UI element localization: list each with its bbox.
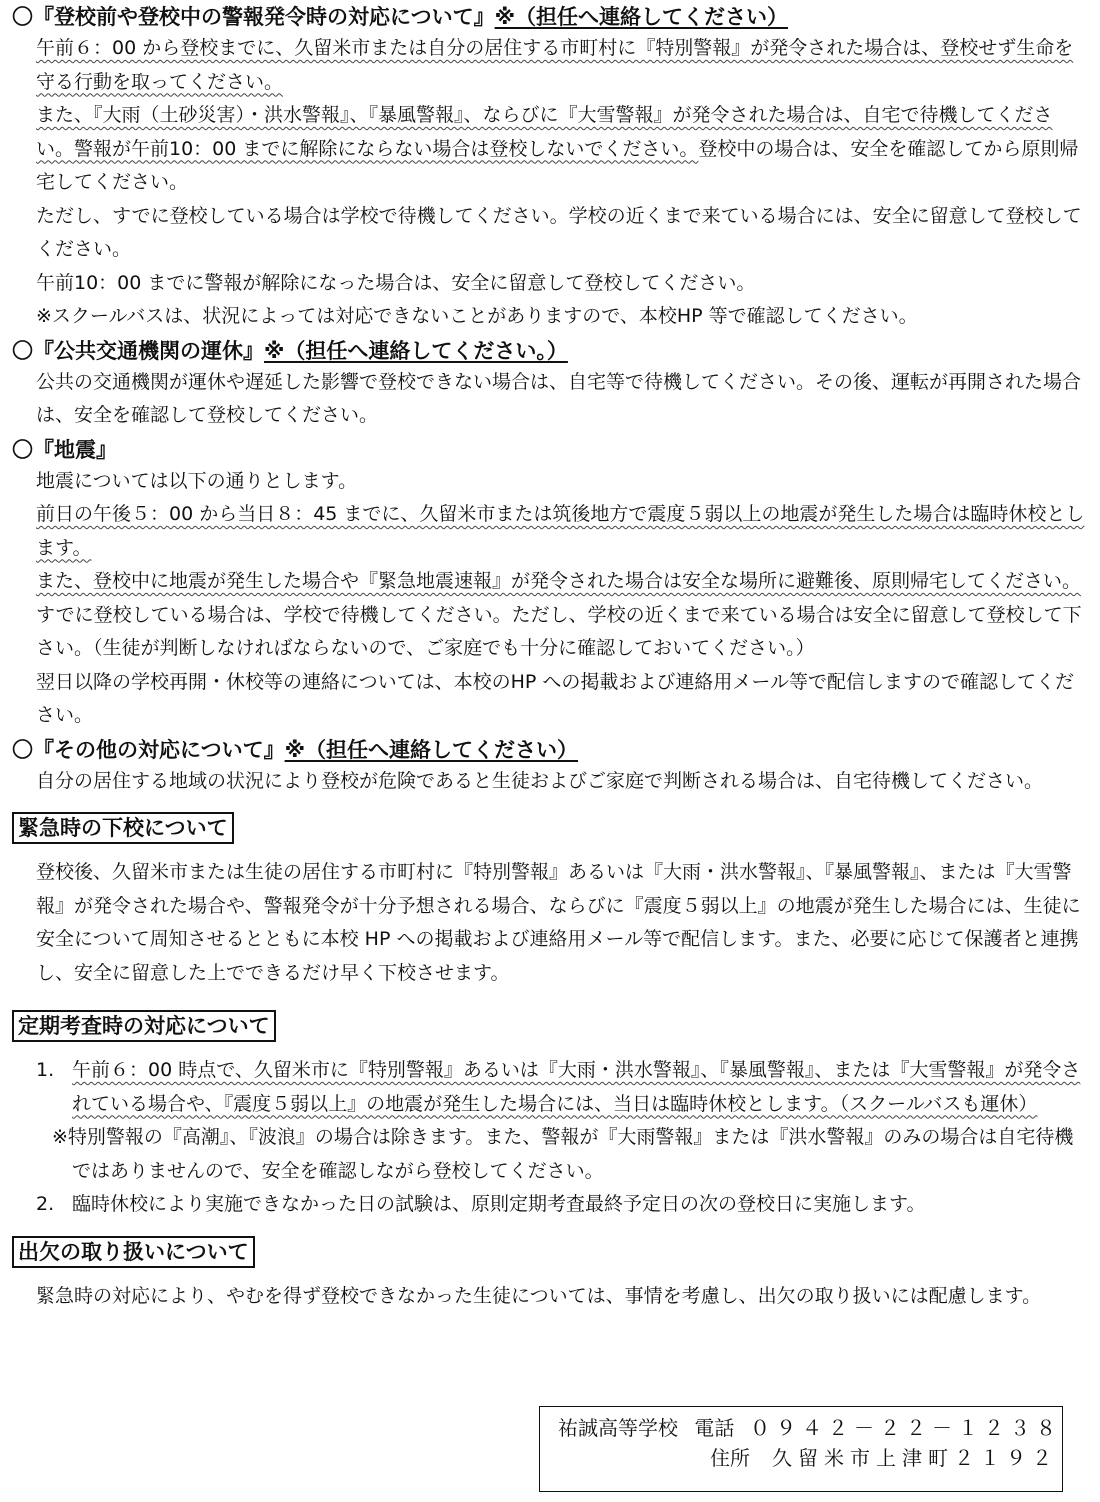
text-line: 登校中の場合は、安全を確認してから原則帰宅してください。 <box>36 137 1079 193</box>
dismissal-heading: 緊急時の下校について <box>12 812 234 844</box>
phone-label: 電話 <box>694 1416 735 1440</box>
text-line: 午前６：00 から登校までに、久留米市または自分の居住する市町村に『特別警報』が発令された場合は、登校せず生命を守る行動を取ってください。 <box>36 37 1074 93</box>
section-body <box>12 465 1088 733</box>
list-item <box>12 1188 1088 1222</box>
section-body <box>12 32 1088 334</box>
address-label: 住所 <box>710 1446 750 1470</box>
notice-page <box>0 2 1100 1502</box>
text-line: ただし、すでに登校している場合は学校で待機してください。学校の近くまで来ている場合には、安全に留意して登校してください。 <box>36 204 1082 260</box>
section-heading <box>12 435 1088 465</box>
text-line: 翌日以降の学校再開・休校等の連絡については、本校のHP への掲載および連絡用メール等で配信しますので確認してください。 <box>36 670 1075 726</box>
contact-phone-row <box>558 1413 1062 1443</box>
exam-heading: 定期考査時の対応について <box>12 1010 276 1042</box>
text-line: すでに登校している場合は、学校で待機してください。ただし、学校の近くまで来ている場合は安全に留意して登校して下さい。（生徒が判断しなければならないので、ご家庭でも十分に確認しておいてください。） <box>36 603 1082 659</box>
exam-sub-note: ※特別警報の『高潮』、『波浪』の場合は除きます。また、警報が『大雨警報』または『洪水警報』のみの場合は自宅待機ではありませんので、安全を確認しながら登校してください。 <box>52 1126 1074 1182</box>
section-title: 〇『公共交通機関の運休』 <box>12 338 264 363</box>
section-note: ※（担任へ連絡してください） <box>494 5 788 29</box>
list-number: 1. <box>36 1059 55 1081</box>
list-text: 臨時休校により実施できなかった日の試験は、原則定期考査最終予定日の次の登校日に実施します。 <box>72 1193 926 1215</box>
contact-box <box>539 1406 1063 1492</box>
attendance-heading: 出欠の取り扱いについて <box>12 1236 255 1268</box>
text-line: 自分の居住する地域の状況により登校が危険であると生徒およびご家庭で判断される場合は、自宅待機してください。 <box>36 769 1044 792</box>
text-line: また、登校中に地震が発生した場合や『緊急地震速報』が発令された場合は安全な場所に避難後、原則帰宅してください。 <box>36 570 1082 592</box>
section-title: 〇『その他の対応について』 <box>12 737 285 762</box>
attendance-text: 緊急時の対応により、やむを得ず登校できなかった生徒については、事情を考慮し、出欠の取り扱いには配慮します。 <box>36 1284 1042 1307</box>
phone-number: ０９４２－２２－１２３８ <box>750 1416 1062 1440</box>
section-note: ※（担任へ連絡してください） <box>284 737 579 762</box>
address-value: 久留米市上津町２１９２ <box>772 1446 1058 1470</box>
exam-list <box>12 1054 1088 1121</box>
text-line: 地震については以下の通りとします。 <box>36 469 358 492</box>
section-earthquake <box>12 435 1088 733</box>
section-transport <box>12 336 1088 433</box>
school-name: 祐誠高等学校 <box>558 1416 678 1440</box>
list-number: 2. <box>36 1193 55 1215</box>
list-text: 午前６：00 時点で、久留米市に『特別警報』あるいは『大雨・洪水警報』、『暴風警報』、または『大雪警報』が発令されている場合や、『震度５弱以上』の地震が発生した場合には、当日は臨時休校とします。（スクールバスも運休） <box>72 1059 1081 1115</box>
list-item <box>12 1054 1088 1121</box>
section-title: 〇『登校前や登校中の警報発令時の対応について』 <box>12 5 495 29</box>
section-body <box>12 765 1088 799</box>
contact-address-row <box>558 1443 1062 1473</box>
exam-list-continued <box>12 1188 1088 1222</box>
section-heading <box>12 336 1088 366</box>
section-body <box>12 366 1088 433</box>
section-other <box>12 735 1088 799</box>
section-heading <box>12 2 1088 32</box>
dismissal-text: 登校後、久留米市または生徒の居住する市町村に『特別警報』あるいは『大雨・洪水警報』、『暴風警報』、または『大雪警報』が発令された場合や、警報発令が十分予想される場合、ならびに『震度５弱以上』の地震が発生した場合には、生徒に安全について周知させるとともに本校 HP への掲載および連絡用メール等で配信します。また、必要に応じて保護者と連携し、安全に留意した上でできるだけ早く下校させます。 <box>36 861 1081 984</box>
section-warning <box>12 2 1088 334</box>
section-heading <box>12 735 1088 765</box>
section-title: 〇『地震』 <box>12 437 117 462</box>
text-line: ※スクールバスは、状況によっては対応できないことがありますので、本校HP 等で確認してください。 <box>36 305 918 327</box>
section-note: ※（担任へ連絡してください。） <box>264 338 568 363</box>
text-line: 公共の交通機関が運休や遅延した影響で登校できない場合は、自宅等で待機してください。その後、運転が再開された場合は、安全を確認して登校してください。 <box>36 370 1082 426</box>
text-line: また、『大雨（土砂災害）・洪水警報』、『暴風警報』、ならびに『大雪警報』が発令された場合は、自宅で待機してください。警報が午前10：00 までに解除にならない場合は登校しないでください。 <box>36 104 1053 160</box>
text-line: 前日の午後５：00 から当日８：45 までに、久留米市または筑後地方で震度５弱以上の地震が発生した場合は臨時休校とします。 <box>36 503 1085 559</box>
text-line: 午前10：00 までに警報が解除になった場合は、安全に留意して登校してください。 <box>36 271 756 294</box>
